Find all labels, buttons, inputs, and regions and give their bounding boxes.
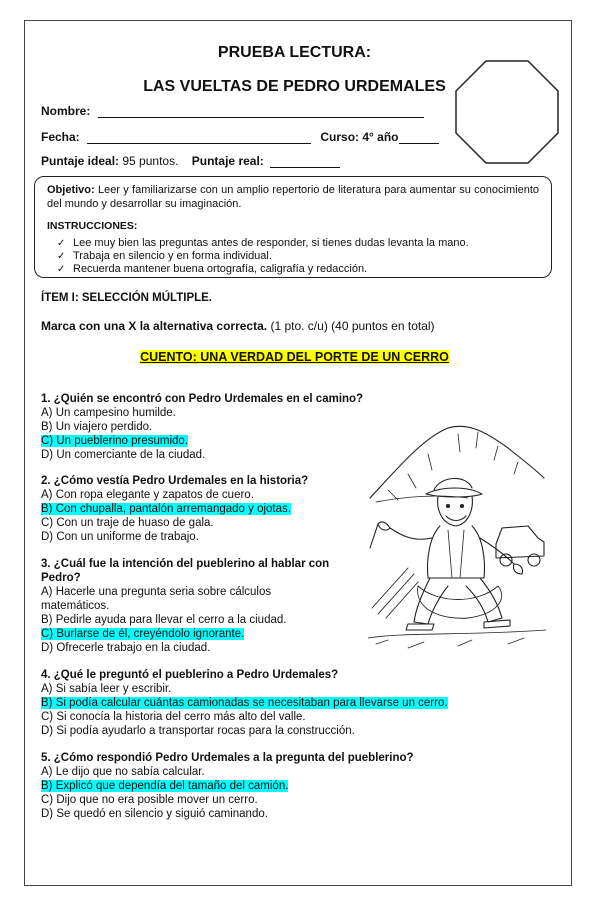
check-icon: ✓	[57, 238, 66, 249]
question-text-line1: 3. ¿Cuál fue la intención del pueblerino al hablar con	[41, 558, 330, 570]
option-c-highlighted[interactable]: C) Burlarse de él, creyéndolo ignorante.	[41, 628, 245, 640]
option-c[interactable]: C) Si conocía la historia del cerro más alto del valle.	[41, 711, 306, 723]
test-title: PRUEBA LECTURA:	[217, 44, 372, 61]
name-label: Nombre:	[41, 104, 91, 118]
question-5	[41, 751, 414, 821]
question-4	[41, 668, 448, 738]
instruction-item: ✓ Recuerda mantener buena ortografía, caligrafía y redacción.	[57, 263, 368, 275]
instructions-list	[47, 237, 539, 276]
score-octagon	[455, 60, 559, 164]
option-c[interactable]: C) Con un traje de huaso de gala.	[41, 517, 214, 529]
option-d[interactable]: D) Un comerciante de la ciudad.	[41, 449, 206, 461]
real-score-label: Puntaje real:	[191, 154, 264, 168]
ideal-score-label: Puntaje ideal:	[41, 154, 120, 168]
option-a[interactable]: A) Con ropa elegante y zapatos de cuero.	[41, 489, 254, 501]
instruction-points: (1 pto. c/u) (40 puntos en total)	[270, 319, 435, 333]
question-text: 5. ¿Cómo respondió Pedro Urdemales a la pregunta del pueblerino?	[41, 752, 414, 764]
option-c[interactable]: C) Dijo que no era posible mover un cerro.	[41, 794, 258, 806]
course-line[interactable]	[399, 143, 439, 144]
pedro-urdemales-illustration	[368, 418, 546, 654]
option-c-highlighted[interactable]: C) Un pueblerino presumido.	[41, 435, 189, 447]
date-row	[41, 130, 439, 144]
option-a[interactable]: A) Un campesino humilde.	[41, 407, 176, 419]
instruction-item: ✓ Lee muy bien las preguntas antes de responder, si tienes dudas levanta la mano.	[57, 237, 469, 249]
score-row	[41, 154, 340, 168]
option-d[interactable]: D) Con un uniforme de trabajo.	[41, 531, 199, 543]
name-row	[41, 104, 424, 118]
item-title: ÍTEM I: SELECCIÓN MÚLTIPLE.	[41, 292, 213, 304]
instruction-item: ✓ Trabaja en silencio y en forma individual.	[57, 250, 272, 262]
objective-text: Leer y familiarizarse con un amplio repertorio de literatura para aumentar su conocimiento del mundo y desarrollar su imaginación.	[47, 184, 539, 210]
instruction-bold: Marca con una X la alternativa correcta.	[41, 319, 268, 333]
option-d[interactable]: D) Si podía ayudarlo a transportar rocas para la construcción.	[41, 725, 355, 737]
question-text: 1. ¿Quién se encontró con Pedro Urdemales en el camino?	[41, 393, 364, 405]
option-b-highlighted[interactable]: B) Explicó que dependía del tamaño del camión.	[41, 780, 289, 792]
question-text: 4. ¿Qué le preguntó el pueblerino a Pedro Urdemales?	[41, 669, 339, 681]
option-a-continued[interactable]: matemáticos.	[41, 600, 110, 612]
course-label: Curso: 4° año	[320, 130, 399, 144]
option-a[interactable]: A) Si sabía leer y escribir.	[41, 683, 172, 695]
story-title: CUENTO: UNA VERDAD DEL PORTE DE UN CERRO	[140, 350, 449, 364]
objective-box	[34, 176, 552, 278]
option-b[interactable]: B) Pedirle ayuda para llevar el cerro a la ciudad.	[41, 614, 287, 626]
question-2	[41, 474, 308, 544]
question-text: 2. ¿Cómo vestía Pedro Urdemales en la historia?	[41, 475, 309, 487]
instructions-title: INSTRUCCIONES:	[47, 220, 138, 232]
check-icon: ✓	[57, 264, 66, 275]
date-line[interactable]	[87, 143, 311, 144]
option-a[interactable]: A) Le dijo que no sabía calcular.	[41, 766, 205, 778]
check-icon: ✓	[57, 251, 66, 262]
item-instruction	[41, 319, 435, 333]
option-b[interactable]: B) Un viajero perdido.	[41, 421, 153, 433]
story-name-title: LAS VUELTAS DE PEDRO URDEMALES	[143, 78, 446, 95]
option-a[interactable]: A) Hacerle una pregunta seria sobre cálculos	[41, 586, 272, 598]
objective-label: Objetivo:	[47, 184, 95, 196]
option-b-highlighted[interactable]: B) Si podía calcular cuántas camionadas se necesitaban para llevarse un cerro.	[41, 697, 448, 709]
question-1	[41, 392, 363, 462]
name-line[interactable]	[98, 117, 424, 118]
option-d[interactable]: D) Se quedó en silencio y siguió caminando.	[41, 808, 268, 820]
real-score-line[interactable]	[270, 167, 340, 168]
question-3	[41, 557, 329, 655]
objective-paragraph	[47, 183, 539, 211]
ideal-score-value: 95 puntos.	[122, 154, 179, 168]
question-text-line2: Pedro?	[41, 572, 81, 584]
date-label: Fecha:	[41, 130, 80, 144]
option-d[interactable]: D) Ofrecerle trabajo en la ciudad.	[41, 642, 211, 654]
option-b-highlighted[interactable]: B) Con chupalla, pantalón arremangado y ojotas.	[41, 503, 291, 515]
